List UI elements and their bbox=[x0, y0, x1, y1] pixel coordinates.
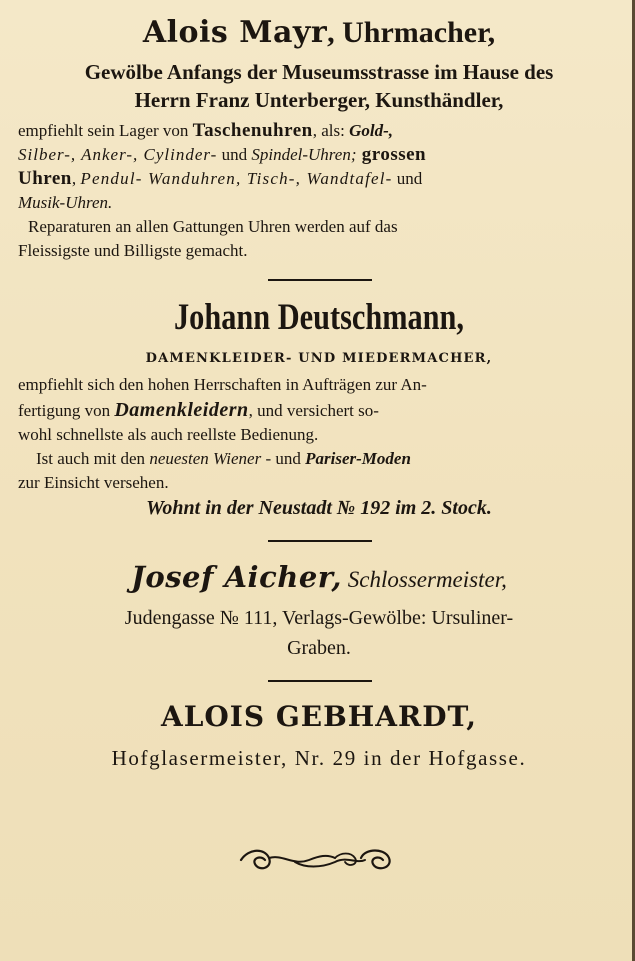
ad2-text-line-5: wohl schnellste als auch reellste Bedienung. bbox=[18, 425, 319, 444]
ad1-heading bbox=[18, 14, 620, 52]
ad1-text-line-8: Reparaturen an allen Gattungen Uhren werden auf das bbox=[28, 217, 398, 236]
ad3-heading bbox=[18, 557, 620, 600]
ad1-owner-line: Herrn Franz Unterberger, Kunsthändler, bbox=[134, 88, 504, 112]
ad1-text-line-9: Fleissigste und Billigste gemacht. bbox=[18, 241, 248, 260]
ad1-l5-c: Spindel-Uhren; bbox=[251, 145, 357, 164]
ad1-l5-b: und bbox=[217, 145, 252, 164]
ad2-l4-a: fertigung von bbox=[18, 401, 115, 420]
ad2-l4-c: , und versichert so- bbox=[248, 401, 379, 420]
separator-rule-2 bbox=[268, 540, 372, 542]
ad2-l6-d: Pariser-Moden bbox=[305, 449, 411, 468]
ad2-text-line-3: empfiehlt sich den hohen Herrschaften in Aufträgen zur An- bbox=[18, 375, 427, 394]
ad1-l6-b: , bbox=[71, 169, 81, 188]
ad1-l4-d: Gold-, bbox=[349, 121, 393, 140]
ad4-name: ALOIS GEBHARDT, bbox=[160, 700, 478, 733]
ad2-name: Johann Deutschmann, bbox=[174, 297, 464, 338]
ad1-l4-b: Taschenuhren bbox=[192, 120, 313, 141]
ad3-name: Josef Aicher, bbox=[131, 560, 343, 594]
ad1-text-line-7: Musik-Uhren. bbox=[18, 193, 113, 212]
ad2-text-line-6 bbox=[18, 447, 635, 471]
ad1-name: Alois Mayr bbox=[142, 15, 328, 50]
ad2-text-line-7: zur Einsicht versehen. bbox=[18, 473, 169, 492]
ad3-address-line: Judengasse № 111, Verlags-Gewölbe: Ursuliner- bbox=[124, 607, 514, 629]
ad1-title-rest: , Uhrmacher, bbox=[327, 16, 496, 49]
ad2-l6-c: - und bbox=[261, 449, 306, 468]
ad2-subtitle: DAMENKLEIDER- UND MIEDERMACHER, bbox=[145, 351, 493, 366]
ad2-l6-a: Ist auch mit den bbox=[36, 449, 150, 468]
decorative-flourish-icon bbox=[235, 842, 395, 876]
ad2-address-line: Wohnt in der Neustadt № 192 im 2. Stock. bbox=[146, 497, 492, 519]
ad3-title-rest: Schlossermeister, bbox=[342, 567, 507, 592]
ad3-address-line-2: Graben. bbox=[287, 637, 351, 659]
ad1-text-line-6 bbox=[18, 167, 620, 191]
ad1-text-line-4 bbox=[18, 119, 620, 143]
ad4-address-line: Hofglasermeister, Nr. 29 in der Hofgasse. bbox=[111, 746, 527, 770]
ad1-l4-c: , als: bbox=[312, 121, 350, 140]
ad1-address-line: Gewölbe Anfangs der Museumsstrasse im Hause des bbox=[84, 60, 554, 84]
ad1-l6-d: und bbox=[392, 169, 423, 188]
ad1-l6-c: Pendul- Wanduhren, Tisch-, Wandtafel- bbox=[80, 169, 393, 188]
ad1-l6-a: Uhren bbox=[18, 168, 72, 189]
ad1-l4-a: empfiehlt sein Lager von bbox=[18, 121, 193, 140]
ad2-text-line-4 bbox=[18, 397, 620, 424]
separator-rule-1 bbox=[268, 279, 372, 281]
separator-rule-3 bbox=[268, 680, 372, 682]
ad1-l5-a: Silber-, Anker-, Cylinder- bbox=[18, 145, 218, 164]
ad1-text-line-5 bbox=[18, 143, 620, 167]
ad2-l4-b: Damenkleidern bbox=[114, 399, 249, 421]
ad2-l6-b: neuesten Wiener bbox=[149, 449, 262, 468]
ad1-l5-d: grossen bbox=[356, 144, 427, 165]
